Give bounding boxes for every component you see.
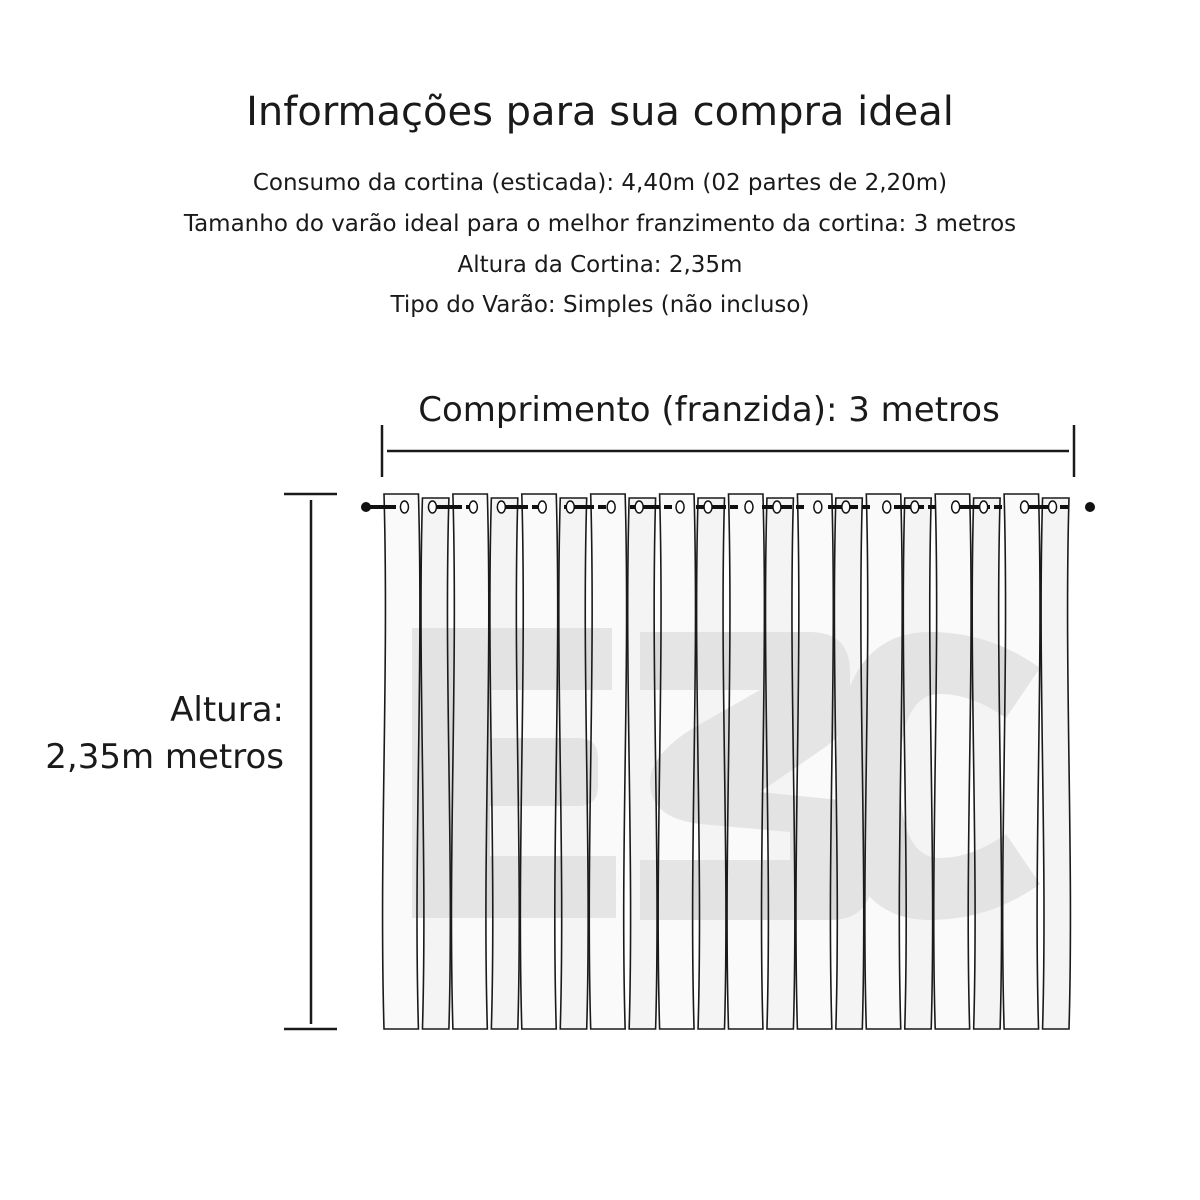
width-label: Comprimento (franzida): 3 metros <box>418 390 1000 430</box>
curtain-panel <box>1041 498 1070 1029</box>
curtain-panel <box>589 494 626 1029</box>
curtain-panel <box>834 498 863 1029</box>
curtain-ring <box>745 501 753 513</box>
curtain-ring <box>607 501 615 513</box>
curtain-panel <box>421 498 450 1029</box>
info-rod-size: Tamanho do varão ideal para o melhor franzimento da cortina: 3 metros <box>183 211 1017 237</box>
curtain-ring <box>704 501 712 513</box>
height-label-line2: 2,35m metros <box>45 737 284 777</box>
curtain-ring <box>842 501 850 513</box>
height-label-line1: Altura: <box>170 690 284 730</box>
page-title: Informações para sua compra ideal <box>246 89 954 135</box>
curtain-panel <box>490 498 519 1029</box>
height-dimension-line <box>284 494 337 1029</box>
curtain-panel <box>972 498 1001 1029</box>
curtain-ring <box>911 501 919 513</box>
curtain-panel <box>796 494 833 1029</box>
info-curtain-height: Altura da Cortina: 2,35m <box>457 252 743 278</box>
curtain-panel <box>1003 494 1040 1029</box>
rod-end-cap-left <box>361 502 371 512</box>
curtain-ring <box>676 501 684 513</box>
curtain-panel <box>934 494 971 1029</box>
curtain-ring <box>980 501 988 513</box>
info-consumption: Consumo da cortina (esticada): 4,40m (02 partes de 2,20m) <box>252 170 948 196</box>
curtain-panel <box>559 498 588 1029</box>
curtain-panel <box>766 498 795 1029</box>
curtain-ring <box>428 501 436 513</box>
curtain-panel <box>865 494 902 1029</box>
curtain-ring <box>566 501 574 513</box>
curtain-panel <box>383 494 420 1029</box>
curtain-panel <box>903 498 932 1029</box>
curtain-panel <box>658 494 695 1029</box>
curtain-ring <box>469 501 477 513</box>
info-rod-type: Tipo do Varão: Simples (não incluso) <box>390 292 810 318</box>
curtain-ring <box>814 501 822 513</box>
curtain-ring <box>635 501 643 513</box>
curtain-ring <box>883 501 891 513</box>
curtain-ring <box>773 501 781 513</box>
curtain-panel <box>697 498 726 1029</box>
rod-end-cap-right <box>1085 502 1095 512</box>
curtain-ring <box>1049 501 1057 513</box>
curtain-ring <box>538 501 546 513</box>
curtain-ring <box>1021 501 1029 513</box>
curtain-ring <box>400 501 408 513</box>
curtain-panel <box>520 494 557 1029</box>
curtain-panel <box>451 494 488 1029</box>
curtain-ring <box>952 501 960 513</box>
curtain-panel <box>727 494 764 1029</box>
curtain-panel <box>628 498 657 1029</box>
curtain-ring <box>497 501 505 513</box>
